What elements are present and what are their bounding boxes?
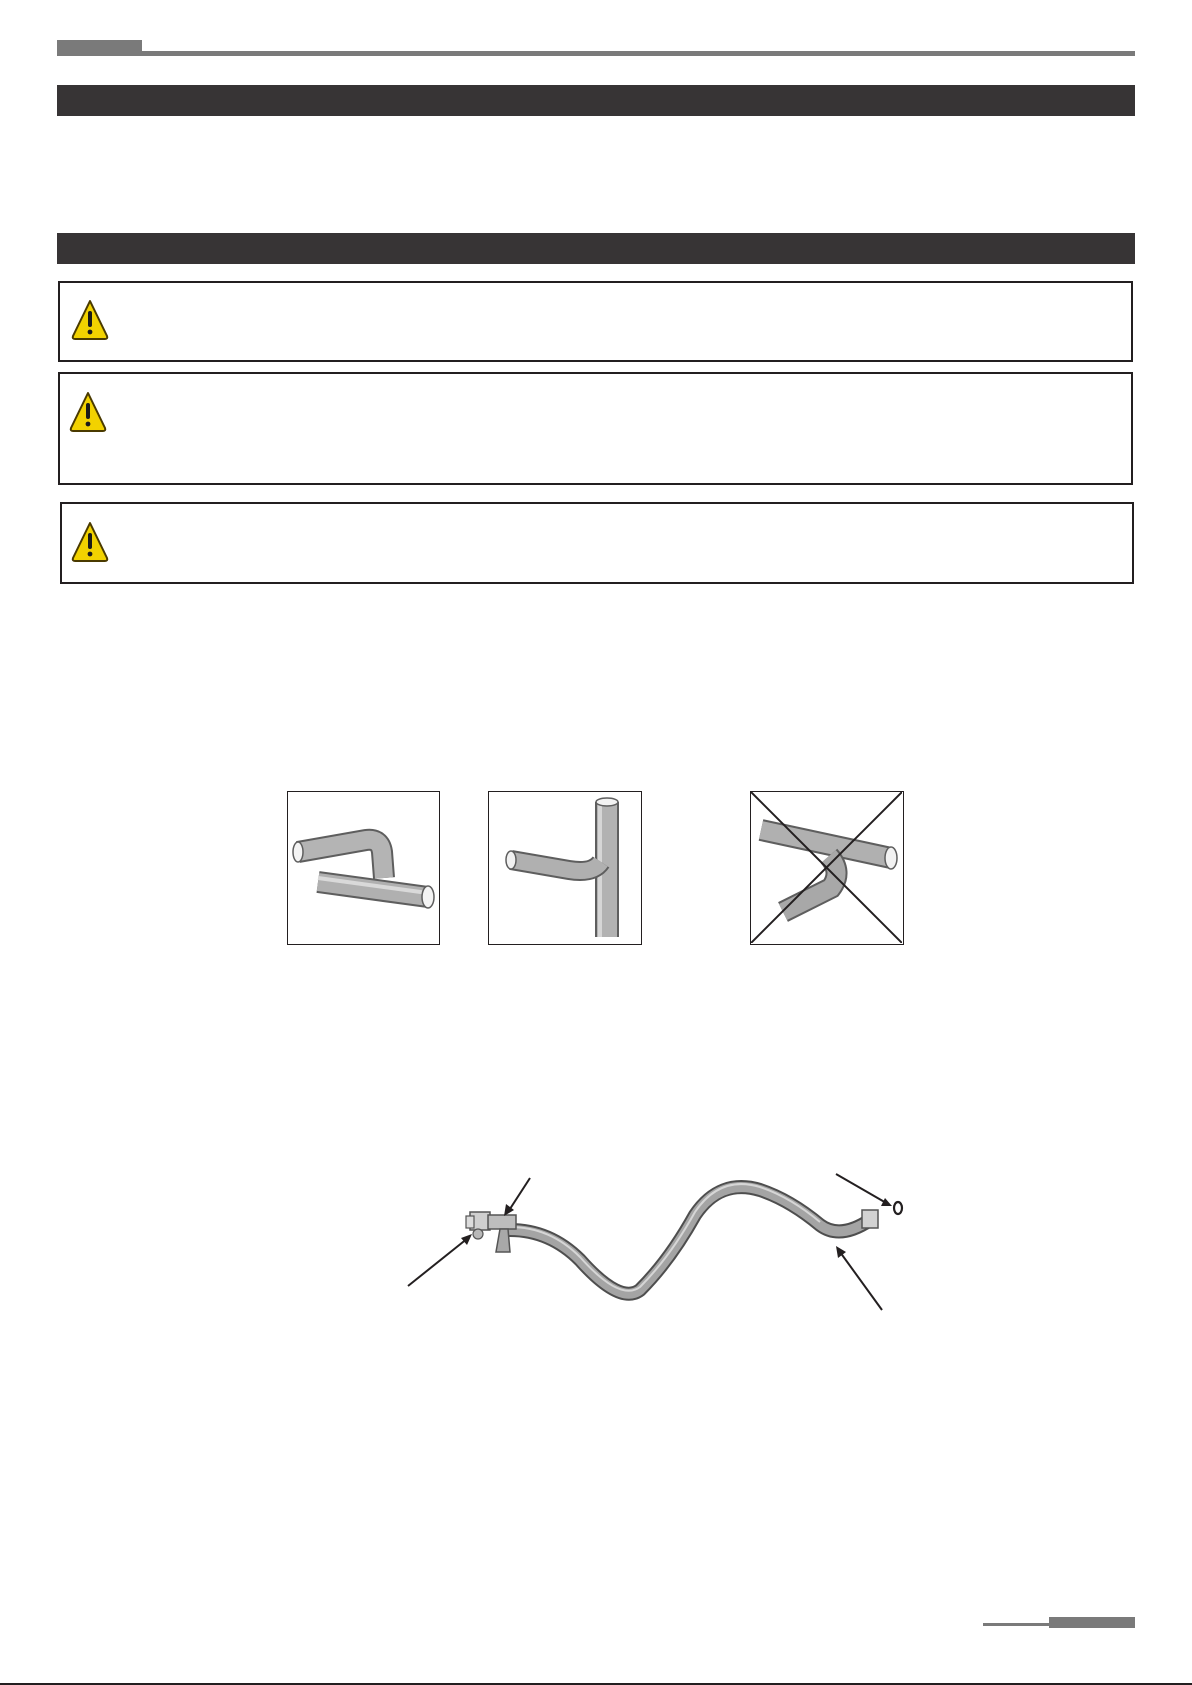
pipe-crossed-icon: [751, 792, 902, 943]
hose-outline: [510, 1187, 870, 1294]
warning-notice-1: [58, 281, 1133, 362]
hose-assembly-figure: [400, 1160, 920, 1320]
warning-notice-3: [60, 502, 1134, 584]
strainer-leg: [496, 1229, 510, 1252]
pipe-tee-icon: [489, 792, 640, 943]
pipe-offset-figure: [287, 791, 440, 945]
warning-icon: [70, 298, 110, 342]
warning-icon: [68, 390, 108, 434]
warning-notice-2: [58, 372, 1133, 485]
leader-line-1: [508, 1178, 530, 1212]
section-bar-1: [57, 85, 1135, 116]
pipe-offset-icon: [288, 792, 438, 943]
footer-tab: [1049, 1617, 1135, 1628]
header-rule: [57, 51, 1135, 56]
footer-rule: [983, 1623, 1049, 1626]
strainer-body: [488, 1215, 516, 1229]
pipe-tee-figure: [488, 791, 642, 945]
leader-line-2: [408, 1238, 468, 1286]
leader-line-4: [840, 1252, 882, 1310]
warning-icon: [70, 520, 110, 564]
leader-line-3: [836, 1174, 888, 1204]
washer-ring: [894, 1202, 902, 1214]
hose-end-nut: [862, 1210, 878, 1228]
section-bar-2: [57, 233, 1135, 264]
pipe-incorrect-figure: [750, 791, 904, 945]
